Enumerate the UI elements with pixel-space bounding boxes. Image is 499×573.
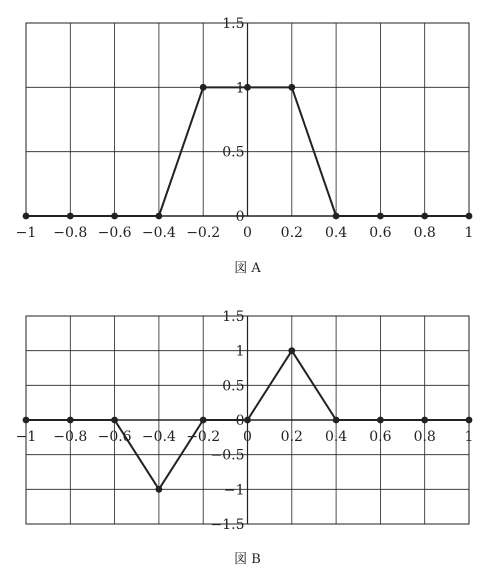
- figure-caption: 図 A: [234, 261, 261, 276]
- x-tick-label: −0.8: [53, 225, 88, 241]
- data-point: [421, 213, 428, 220]
- x-tick-label: −0.6: [97, 429, 132, 445]
- y-tick-label: 1: [235, 80, 245, 97]
- y-tick-label: 0.5: [222, 144, 245, 161]
- x-tick-label: 0: [243, 429, 252, 445]
- data-point: [288, 347, 295, 354]
- y-tick-label: −0.5: [210, 447, 245, 464]
- x-tick-label: −0.2: [186, 429, 221, 445]
- data-point: [23, 213, 30, 220]
- y-tick-label: −1: [223, 482, 245, 499]
- x-tick-label: −1: [15, 429, 37, 445]
- y-tick-label: 1: [235, 343, 245, 360]
- x-tick-label: 1: [464, 429, 474, 445]
- x-tick-label: −0.6: [97, 225, 132, 241]
- y-tick-label: 1.5: [222, 309, 245, 325]
- figure-caption: 図 B: [234, 552, 261, 567]
- x-tick-label: 0.6: [369, 429, 392, 445]
- x-tick-label: 0: [243, 225, 252, 241]
- data-point: [23, 417, 30, 424]
- data-point: [377, 417, 384, 424]
- x-tick-label: −1: [15, 225, 37, 241]
- data-point: [156, 486, 163, 493]
- data-point: [200, 417, 207, 424]
- data-point: [466, 213, 473, 220]
- data-point: [288, 84, 295, 91]
- data-point: [466, 417, 473, 424]
- data-point: [67, 213, 74, 220]
- data-point: [421, 417, 428, 424]
- x-tick-label: 0.4: [324, 429, 348, 445]
- x-tick-label: 0.8: [413, 429, 436, 445]
- x-tick-label: −0.4: [141, 225, 176, 241]
- x-tick-label: 0.8: [413, 225, 436, 241]
- data-point: [333, 213, 340, 220]
- chart-a: [16, 16, 474, 276]
- data-point: [200, 84, 207, 91]
- data-point: [244, 84, 251, 91]
- data-point: [111, 417, 118, 424]
- x-tick-label: 1: [464, 225, 474, 241]
- x-tick-label: 0.2: [280, 225, 303, 241]
- y-tick-label: −1.5: [210, 517, 245, 533]
- x-tick-label: 0.4: [324, 225, 348, 241]
- data-point: [377, 213, 384, 220]
- data-point: [111, 213, 118, 220]
- y-tick-label: 0.5: [222, 378, 245, 395]
- y-tick-label: 1.5: [222, 16, 245, 32]
- x-tick-label: −0.8: [53, 429, 88, 445]
- x-tick-label: −0.4: [141, 429, 176, 445]
- x-tick-label: −0.2: [186, 225, 221, 241]
- x-tick-label: 0.2: [280, 429, 303, 445]
- chart-b: [16, 309, 474, 567]
- y-tick-label: 0: [235, 209, 245, 225]
- data-point: [156, 213, 163, 220]
- data-point: [333, 417, 340, 424]
- x-tick-label: 0.6: [369, 225, 392, 241]
- y-tick-label: 0: [235, 413, 245, 429]
- data-point: [67, 417, 74, 424]
- data-point: [244, 417, 251, 424]
